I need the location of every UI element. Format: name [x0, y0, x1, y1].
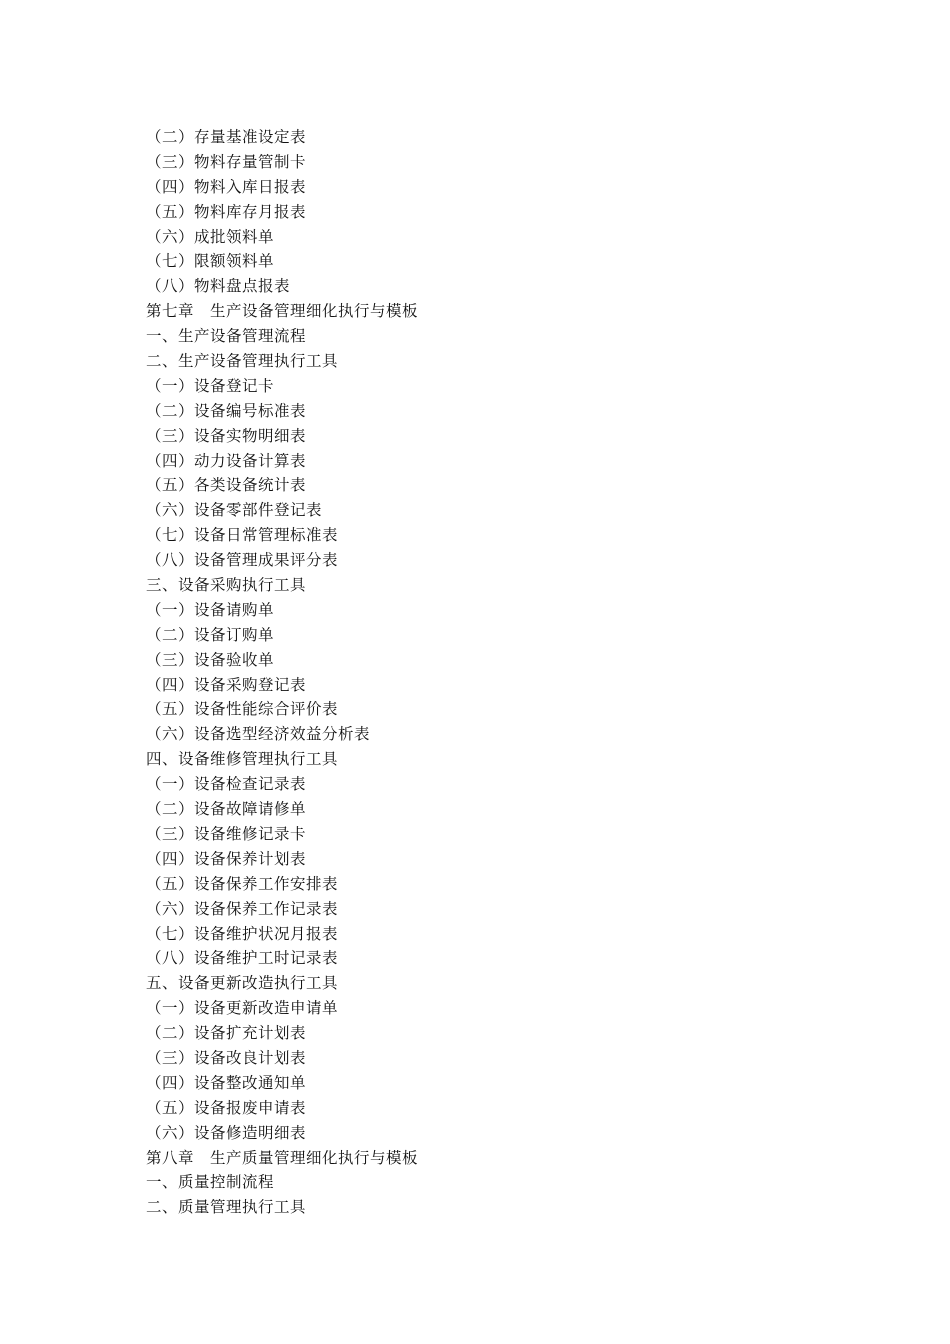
- toc-line: 二、生产设备管理执行工具: [146, 352, 339, 371]
- toc-line: （四）动力设备计算表: [146, 451, 307, 470]
- toc-line: （三）物料存量管制卡: [146, 152, 307, 171]
- toc-line: 第八章 生产质量管理细化执行与模板: [146, 1148, 419, 1167]
- toc-line: （一）设备更新改造申请单: [146, 999, 339, 1018]
- toc-line: 一、生产设备管理流程: [146, 327, 307, 346]
- toc-line: （六）设备零部件登记表: [146, 501, 323, 520]
- toc-line: （五）设备性能综合评价表: [146, 700, 339, 719]
- toc-line: （八）设备管理成果评分表: [146, 551, 339, 570]
- toc-line: 一、质量控制流程: [146, 1173, 275, 1192]
- toc-line: （二）设备订购单: [146, 625, 275, 644]
- toc-line: （四）设备整改通知单: [146, 1073, 307, 1092]
- toc-line: 第七章 生产设备管理细化执行与模板: [146, 302, 419, 321]
- toc-line: （四）设备保养计划表: [146, 849, 307, 868]
- toc-line: （五）物料库存月报表: [146, 202, 307, 221]
- toc-line: （四）物料入库日报表: [146, 177, 307, 196]
- toc-line: 五、设备更新改造执行工具: [146, 974, 339, 993]
- toc-line: （六）成批领料单: [146, 227, 275, 246]
- toc-line: 三、设备采购执行工具: [146, 576, 307, 595]
- toc-line: （六）设备修造明细表: [146, 1123, 307, 1142]
- toc-line: （五）各类设备统计表: [146, 476, 307, 495]
- toc-line: （三）设备实物明细表: [146, 426, 307, 445]
- toc-line: （一）设备请购单: [146, 600, 275, 619]
- toc-line: （三）设备改良计划表: [146, 1048, 307, 1067]
- toc-line: （三）设备验收单: [146, 650, 275, 669]
- toc-line: （二）设备扩充计划表: [146, 1024, 307, 1043]
- toc-line: （一）设备登记卡: [146, 376, 275, 395]
- table-of-contents: [146, 125, 418, 1220]
- toc-line: （八）设备维护工时记录表: [146, 949, 339, 968]
- toc-line: （五）设备保养工作安排表: [146, 874, 339, 893]
- toc-line: （二）设备故障请修单: [146, 800, 307, 819]
- toc-line: （一）设备检查记录表: [146, 775, 307, 794]
- toc-line: （七）限额领料单: [146, 252, 275, 271]
- toc-line: （二）设备编号标准表: [146, 401, 307, 420]
- toc-line: （八）物料盘点报表: [146, 277, 291, 296]
- toc-line: 二、质量管理执行工具: [146, 1198, 307, 1217]
- toc-line: （七）设备日常管理标准表: [146, 526, 339, 545]
- toc-line: （六）设备选型经济效益分析表: [146, 725, 371, 744]
- toc-line: （二）存量基准设定表: [146, 128, 307, 146]
- toc-line: （六）设备保养工作记录表: [146, 899, 339, 918]
- toc-line: （七）设备维护状况月报表: [146, 924, 339, 943]
- toc-line: （五）设备报废申请表: [146, 1098, 307, 1117]
- toc-line: 四、设备维修管理执行工具: [146, 750, 339, 769]
- toc-line: （三）设备维修记录卡: [146, 824, 307, 843]
- toc-line: （四）设备采购登记表: [146, 675, 307, 694]
